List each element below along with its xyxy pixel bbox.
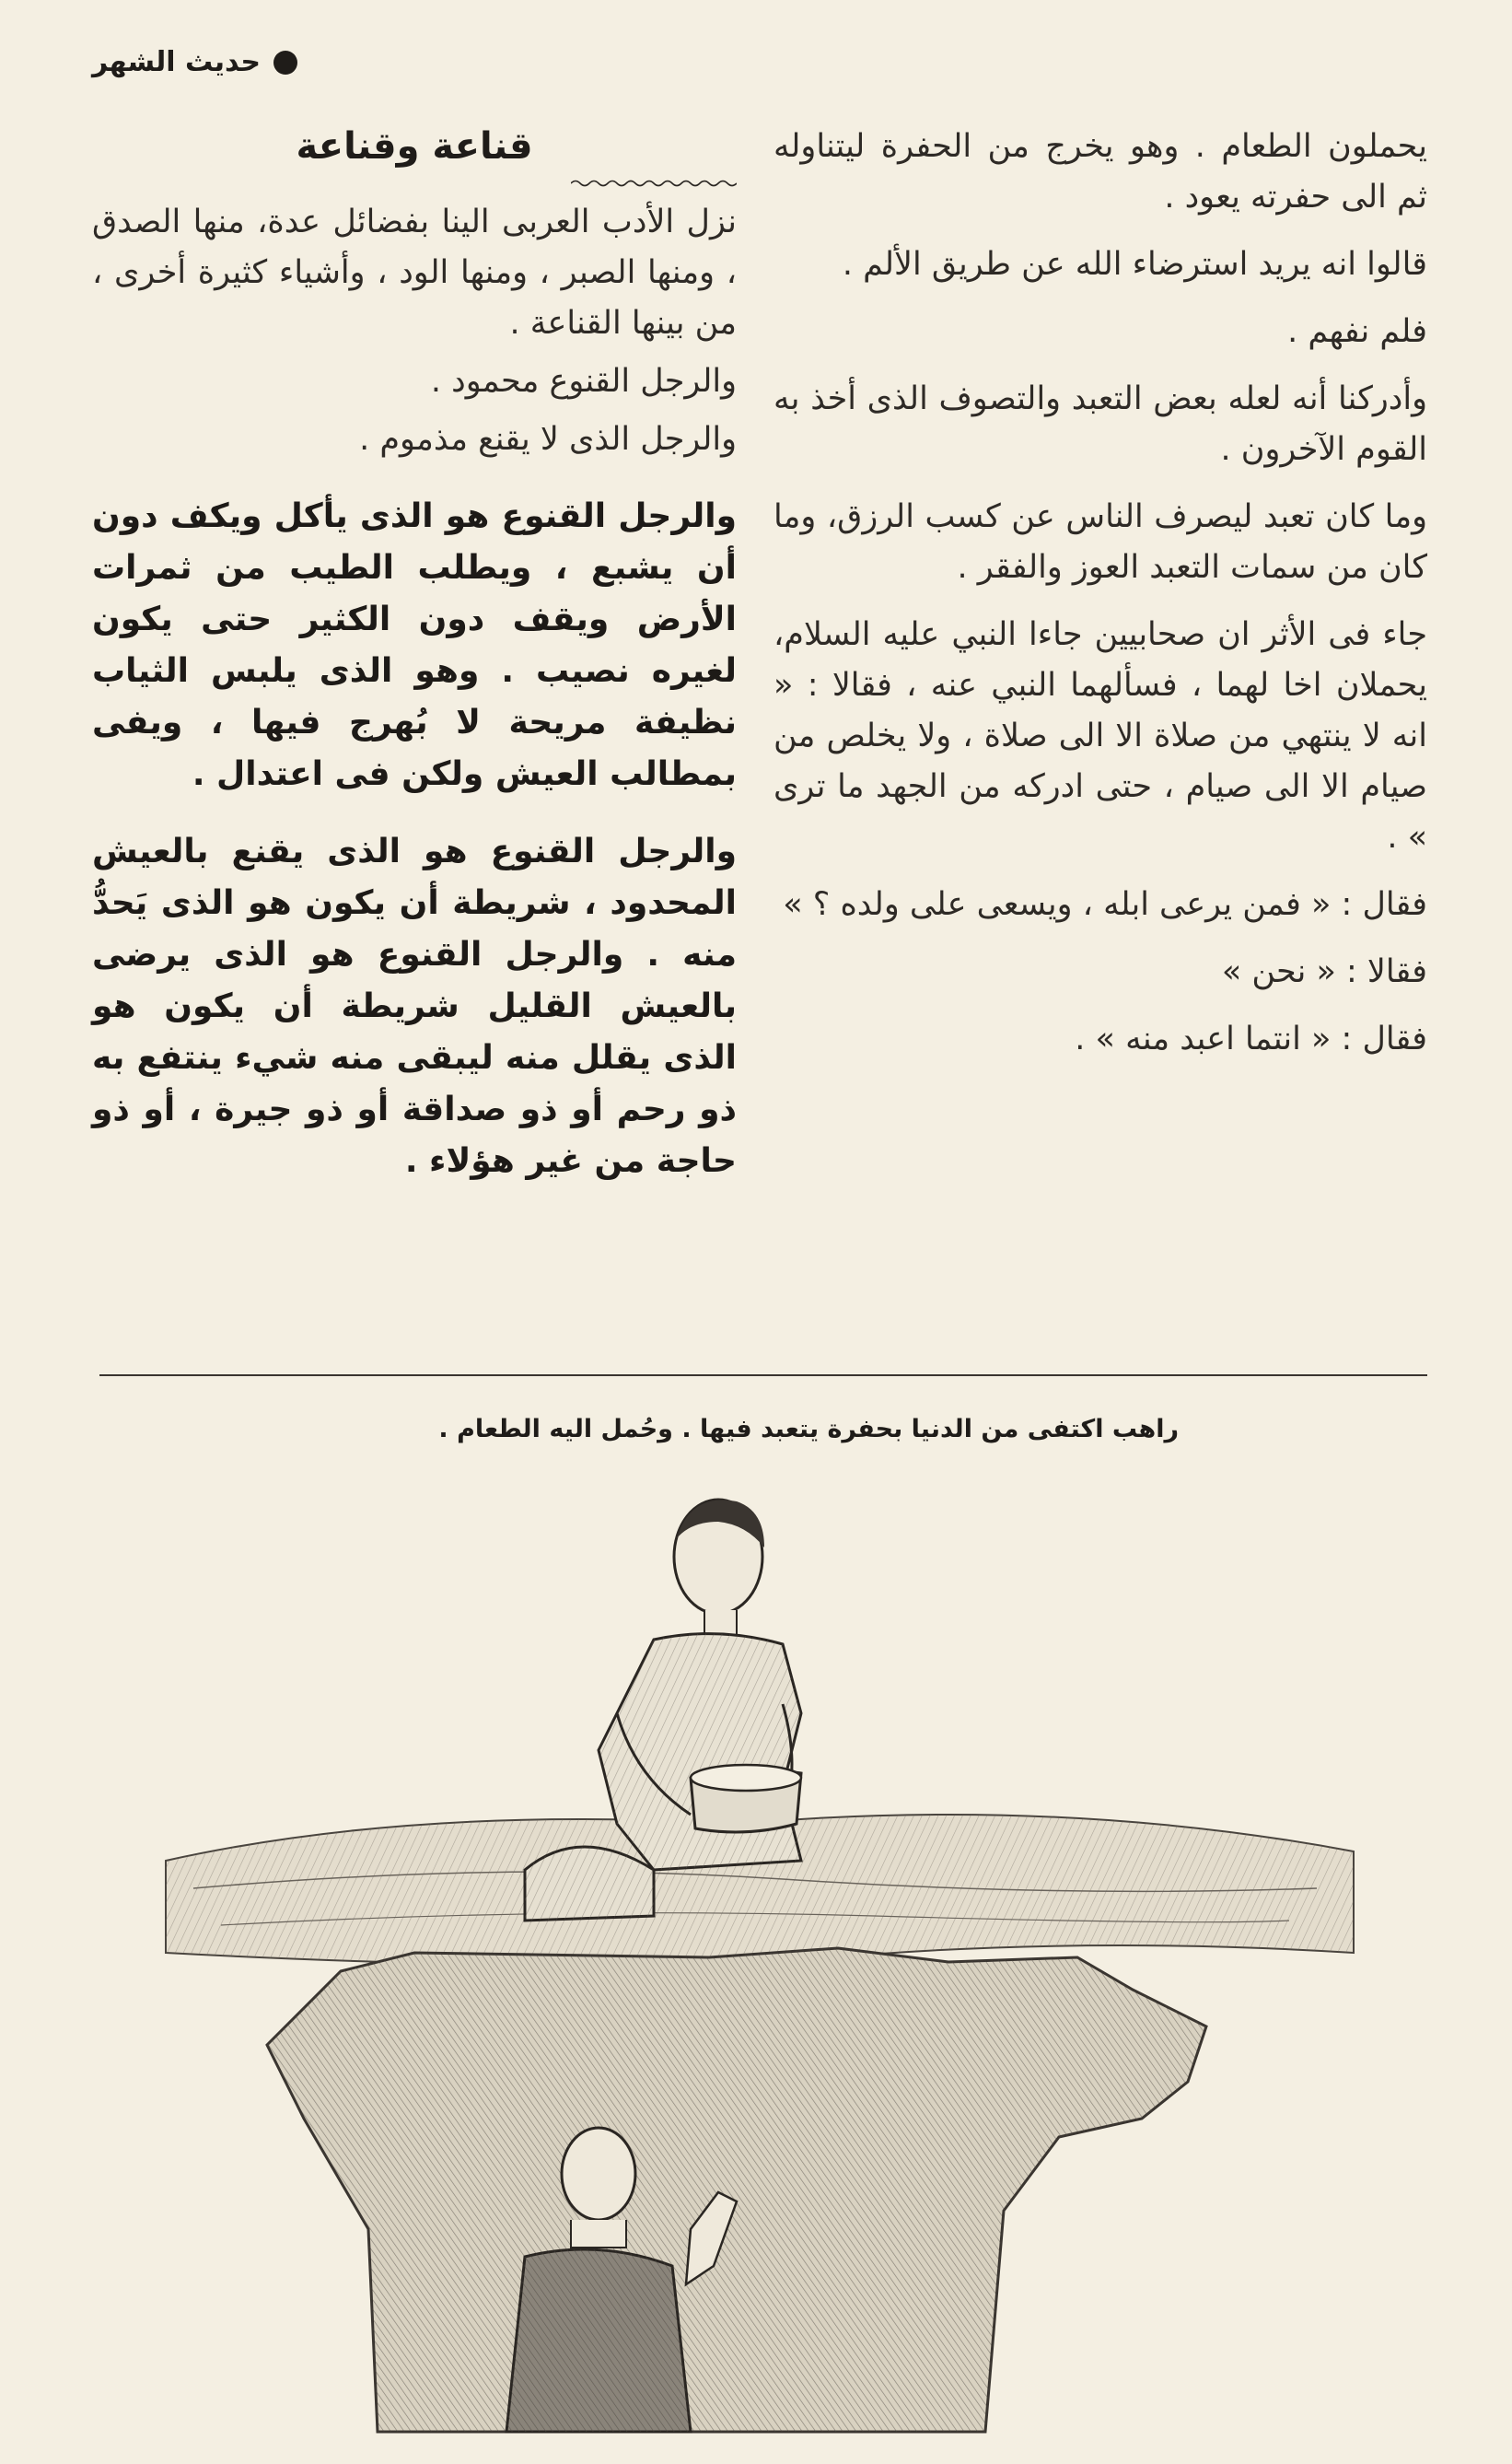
paragraph: يحملون الطعام . وهو يخرج من الحفرة ليتناوله ثم الى حفرته يعود . [773,128,1427,216]
paragraph: فقالا : « نحن » [1221,953,1427,990]
right-column [773,122,1427,1081]
paragraph: وما كان تعبد ليصرف الناس عن كسب الرزق، وما كان من سمات التعبد العوز والفقر . [773,498,1427,586]
paragraph: والرجل القنوع محمود . [430,363,737,400]
bullet-dot-icon [273,51,297,75]
paragraph: نزل الأدب العربى الينا بفضائل عدة، منها الصدق ، ومنها الصبر ، ومنها الود ، وأشياء كثيرة أخرى ، من بينها القناعة . [92,204,737,342]
section-divider [99,1374,1427,1376]
monk-illustration [138,1474,1381,2450]
pit [267,1948,1206,2432]
article-title: قناعة وقناعة [296,125,533,168]
section-header [92,46,297,78]
paragraph: قالوا انه يريد استرضاء الله عن طريق الألم . [842,246,1427,283]
section-title: حديث الشهر [92,46,261,78]
paragraph: فقال : « انتما اعبد منه » . [1075,1021,1427,1057]
paragraph: وأدركنا أنه لعله بعض التعبد والتصوف الذى أخذ به القوم الآخرون . [773,380,1427,468]
paragraph: فقال : « فمن يرعى ابله ، ويسعى على ولده ؟ » [783,886,1427,923]
wavy-underline-icon [571,179,737,188]
kneeling-monk [525,1500,801,1921]
left-column [92,123,737,1187]
bold-paragraph: والرجل القنوع هو الذى يأكل ويكف دون أن يشبع ، ويطلب الطيب من ثمرات الأرض ويقف دون الكثير حتى يكون لغيره نصيب . وهو الذى يلبس الثياب نظيفة مريحة لا بُهرج فيها ، ويفى بمطالب العيش ولكن فى اعتدال . [92,497,737,793]
paragraph: جاء فى الأثر ان صحابيين جاءا النبي عليه السلام، يحملان اخا لهما ، فسألهما النبي عنه ، فقالا : « انه لا ينتهي من صلاة الا الى صلاة ، ولا يخلص من صيام الا الى صيام ، حتى ادركه من الجهد ما ترى » . [773,616,1427,856]
paragraph: والرجل الذى لا يقنع مذموم . [359,421,737,458]
illustration-caption: راهب اكتفى من الدنيا بحفرة يتعبد فيها . وحُمل اليه الطعام . [438,1415,1179,1443]
paragraph: فلم نفهم . [1287,313,1427,350]
bold-paragraph: والرجل القنوع هو الذى يقنع بالعيش المحدود ، شريطة أن يكون هو الذى يَحدُّ منه . والرجل القنوع هو الذى يرضى بالعيش القليل شريطة أن يكون هو الذى يقلل منه ليبقى منه شيء ينتفع به ذو رحم أو ذو صداقة أو ذو جيرة ، أو ذو حاجة من غير هؤلاء . [92,833,737,1180]
